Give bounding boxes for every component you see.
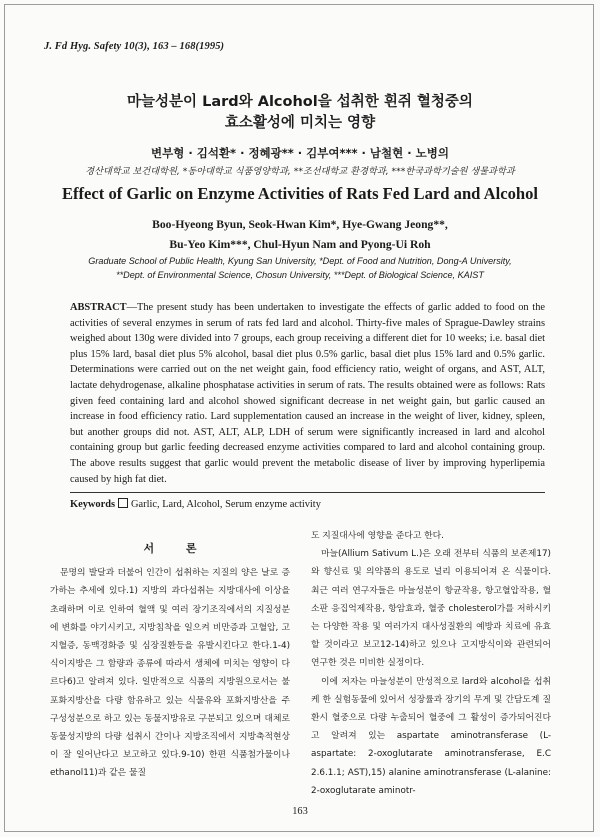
right-column	[311, 527, 551, 800]
page-number: 163	[292, 806, 308, 817]
english-title: Effect of Garlic on Enzyme Activities of Rats Fed Lard and Alcohol	[61, 184, 539, 203]
english-affiliations-line-1: Graduate School of Public Health, Kyung San University, *Dept. of Food and Nutrition, Dong-A University,	[88, 256, 512, 266]
checkbox-square-icon	[118, 498, 128, 508]
english-authors-line-1: Boo-Hyeong Byun, Seok-Hwan Kim*, Hye-Gwang Jeong**,	[152, 218, 448, 231]
left-column-paragraph-1: 문명의 발달과 더불어 인간이 섭취하는 지질의 양은 날로 증가하는 추세에 있다.1) 지방의 과다섭취는 지방대사에 이상을 초래하며 이로 인하여 혈액 및 여러 장기조직에서의 지질성분에 변화를 야기시키고, 지방침착을 일으켜 비만증과 고혈압, 고지혈증, 동맥경화증 및 심장질환등을 유발시킨다고 한다.1-4) 식이지방은 그 함량과 종류에 따라서 생체에 미치는 영향이 다르다6)고 알려져 있다. 일반적으로 식품의 지방원으로서는 불포화지방산을 다량 함유하고 있는 식물유와 포화지방산을 주 구성성분으로 하고 있는 동물지방유로 구분되고 있으며 대체로 동물성지방의 다량 섭취시 간이나 지방조직에서 지방축적현상이 잘 일어난다고 보고하고 있다.9-10) 한편 식품첨가물이나 ethanol11)과 같은 물질	[50, 568, 290, 779]
abstract-label: ABSTRACT	[70, 302, 127, 313]
section-heading: 서 론	[143, 542, 211, 555]
abstract	[70, 300, 545, 487]
korean-title-line-1: 마늘성분이 Lard와 Alcohol을 섭취한 흰쥐 혈청중의	[127, 94, 473, 110]
korean-affiliations: 경산대학교 보건대학원, *동아대학교 식품영양학과, **조선대학교 환경학과, ***한국과학기술원 생물과학과	[85, 166, 515, 177]
right-column-paragraph-1: 도 지질대사에 영향을 준다고 한다.	[311, 531, 444, 541]
keywords-divider	[70, 492, 545, 493]
english-affiliations-line-2: **Dept. of Environmental Science, Chosun University, ***Dept. of Biological Science, KAIST	[116, 270, 484, 280]
left-column	[50, 540, 290, 783]
keywords	[70, 498, 321, 510]
journal-reference: J. Fd Hyg. Safety 10(3), 163 – 168(1995)	[44, 41, 225, 52]
korean-authors: 변부형 · 김석환* · 정혜광** · 김부여*** · 남철현 · 노병의	[151, 146, 449, 160]
right-column-paragraph-3: 이에 저자는 마늘성분이 만성적으로 lard와 alcohol을 섭취케 한 실험동물에 있어서 성장률과 장기의 무게 및 간담도계 질환시 혈중으로 다량 누출되어 혈중에 그 활성이 증가되어진다고 알려져 있는 aspartate aminotransferase (L-aspartate: 2-oxoglutarate aminotransferase, E.C 2.6.1.1; AST),15) alanine aminotransferase (L-alanine: 2-oxoglutarate aminotr-	[311, 676, 551, 796]
keywords-text: Garlic, Lard, Alcohol, Serum enzyme activity	[131, 499, 321, 510]
korean-title-line-2: 효소활성에 미치는 영향	[224, 115, 376, 131]
abstract-text: —The present study has been undertaken to investigate the effects of garlic added to food on the activities of several enzymes in serum of rats fed lard and alcohol. Thirty-five males of Sprague-Dawley strains weighed about 130g were divided into 7 groups, each group receiving a different diet for 10 weeks; i.e. basal diet plus 15% lard, basal diet plus 5% alcohol, basal diet plus 0.5% garlic, basal diet plus 15% lard and 0.5% garlic. Determinations were carried out on the net weight gain, food efficiency ratio, weight of organs, and AST, ALT, lactate dehydrogenase, alkaline phosphatase activities in serum of rats. The results obtained were as follows: Rats given feed containing lard and alcohol showed significant decrease in net weight gain, but garlic caused an increase in food efficiency ratio. Lard supplementation caused an increase in the weight of liver, kidney, spleen, but another groups did not. AST, ALT, ALP, LDH of serum were significantly increased in lard and alcohol containing group but garlic feeding decreased enzyme activities compared to lard and alcohol containing group. The above results suggest that garlic would prevent the metabolic disease of liver by improving hyperlipemia caused by high fat diet.	[70, 302, 545, 485]
right-column-paragraph-2: 마늘(Allium Sativum L.)은 오래 전부터 식품의 보존제17)와 향신료 및 의약품의 용도로 널리 이용되어져 온 식물이다. 최근 여러 연구자들은 마늘성분이 항균작용, 항고혈압작용, 혈소판 응집억제작용, 항암효과, 혈중 cholesterol가를 저하시키는 다양한 작용 및 여러가지 대사성질환의 예방과 치료에 유효 할 것이라고 보고12-14)하고 있으나 고지방식이와 관련되어 연구한 것은 미비한 실정이다.	[311, 549, 551, 669]
english-authors-line-2: Bu-Yeo Kim***, Chul-Hyun Nam and Pyong-Ui Roh	[169, 238, 431, 251]
keywords-label: Keywords	[70, 499, 116, 510]
